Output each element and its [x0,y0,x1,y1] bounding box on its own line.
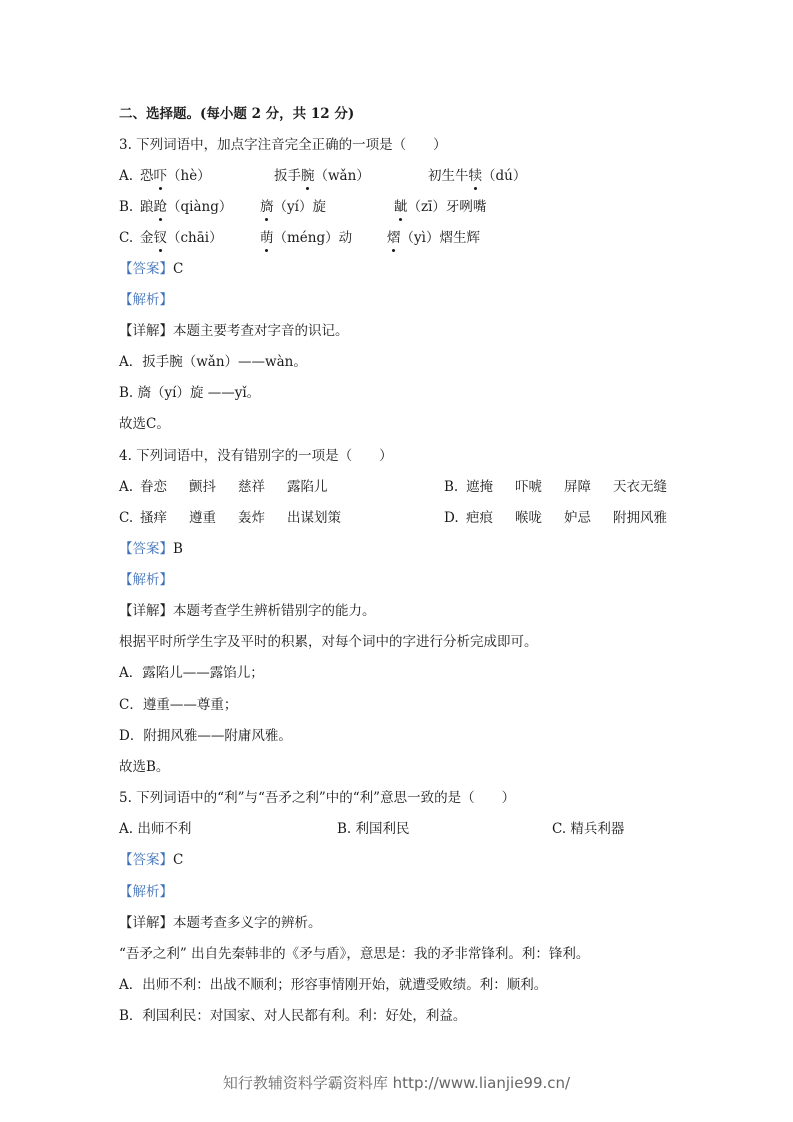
q5-line-3: B．利国利民：对国家、对人民都有利。利：好处，利益。 [119,1008,467,1024]
q5-line-2: A．出师不利：出战不顺利；形容事情刚开始，就遭受败绩。利：顺利。 [119,977,548,993]
q4-line-1: 根据平时所学生字及平时的积累，对每个词中的字进行分析完成即可。 [119,634,538,650]
q5-stem: 5. 下列词语中的“利”与“吾矛之利”中的“利”意思一致的是（ ） [119,790,516,806]
q5-detail: 【详解】本题考查多义字的辨析。 [119,915,322,931]
q4-line-3: C．遵重——尊重； [119,697,238,713]
q3-option-a: A. 恐吓（hè） 扳手腕（wǎn） 初生牛犊（dú） [119,168,527,184]
q3-detail: 【详解】本题主要考查对字音的识记。 [119,323,349,339]
q3-stem: 3. 下列词语中，加点字注音完全正确的一项是（ ） [119,137,447,153]
q3-option-b: B. 踉跄（qiàng） 旖（yí）旋 龇（zī）牙咧嘴 [119,199,487,215]
emphasis-dot: 萌 [260,230,274,246]
q4-analysis-tag: 【解析】 [119,572,173,588]
q4-line-2: A．露陷儿——露馅儿； [119,665,264,681]
q5-options: A. 出师不利 B. 利国利民 C. 精兵利器 [119,821,625,837]
q5-answer: 【答案】C [119,852,184,868]
q3-answer: 【答案】C [119,261,184,277]
emphasis-dot: 腕 [301,168,315,184]
q5-analysis-tag: 【解析】 [119,884,173,900]
q4-stem: 4. 下列词语中，没有错别字的一项是（ ） [119,448,393,464]
q5-line-1: “吾矛之利” 出自先秦韩非的《矛与盾》，意思是：我的矛非常锋利。利：锋利。 [119,946,590,962]
section-heading: 二、选择题。(每小题 2 分，共 12 分) [119,106,355,122]
q4-line-5: 故选B。 [119,759,170,775]
emphasis-dot: 犊 [468,168,482,184]
q3-line-1: A．扳手腕（wǎn）——wàn。 [119,354,307,370]
q3-analysis-tag: 【解析】 [119,292,173,308]
emphasis-dot: 旖 [260,199,274,215]
footer-watermark: 知行教辅资料学霸资料库 http://www.lianjie99.cn/ [222,1074,571,1092]
q3-line-3: 故选C。 [119,416,170,432]
q4-options-row-2: C. 搔痒 遵重 轰炸 出谋划策 D. 疤痕 喉咙 妒忌 附拥风雅 [119,510,667,526]
emphasis-dot: 龇 [394,199,408,215]
emphasis-dot: 吓 [153,168,167,184]
emphasis-dot: 钗 [153,230,167,246]
q3-option-c: C. 金钗（chāi） 萌（méng）动 熠（yì）熠生辉 [119,230,480,246]
emphasis-dot: 跄 [153,199,167,215]
q3-line-2: B. 旖（yí）旋 ——yǐ。 [119,385,261,401]
q4-detail: 【详解】本题考查学生辨析错别字的能力。 [119,603,376,619]
emphasis-dot: 熠 [387,230,401,246]
q4-answer: 【答案】B [119,541,183,557]
q4-line-4: D．附拥风雅——附庸风雅。 [119,728,292,744]
q4-options-row-1: A. 眷恋 颤抖 慈祥 露陷儿 B. 遮掩 吓唬 屏障 天衣无缝 [119,479,667,495]
